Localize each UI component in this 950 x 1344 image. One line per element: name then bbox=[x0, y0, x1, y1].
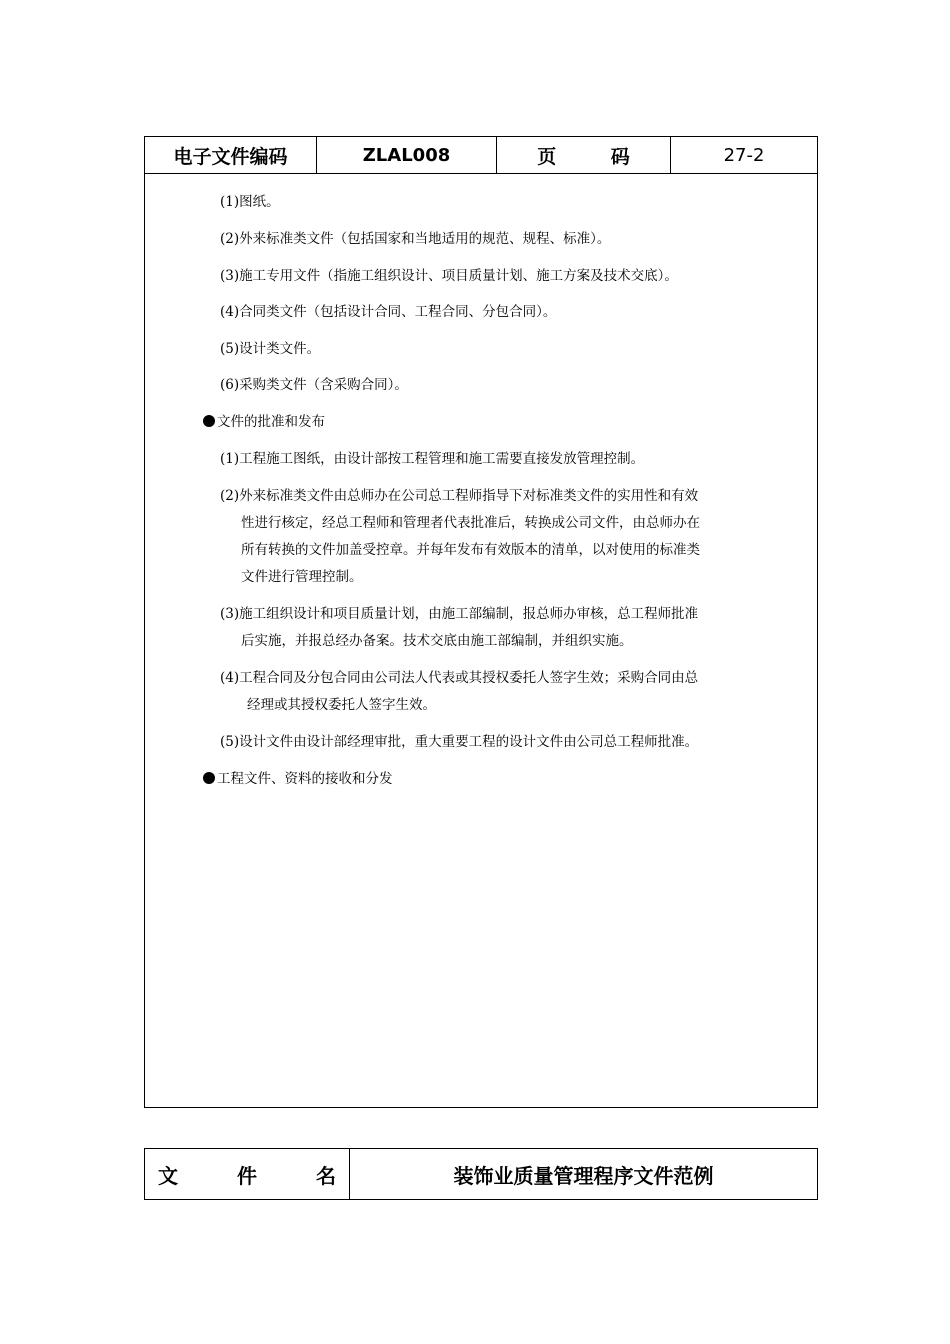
list-item: (5)设计文件由设计部经理审批，重大重要工程的设计文件由公司总工程师批准。 bbox=[220, 734, 699, 750]
list-item: (2)外来标准类文件（包括国家和当地适用的规范、规程、标准）。 bbox=[220, 231, 611, 247]
list-item: (3)施工组织设计和项目质量计划，由施工部编制，报总师办审核，总工程师批准 bbox=[220, 606, 699, 622]
file-name-value: 装饰业质量管理程序文件范例 bbox=[453, 1163, 714, 1188]
list-item: (3)施工专用文件（指施工组织设计、项目质量计划、施工方案及技术交底）。 bbox=[220, 268, 678, 284]
header-row bbox=[145, 137, 817, 174]
section-title: 文件的批准和发布 bbox=[217, 414, 325, 430]
page-number: 27-2 bbox=[723, 144, 765, 166]
bullet-icon bbox=[203, 772, 215, 784]
list-item: (6)采购类文件（含采购合同）。 bbox=[220, 377, 408, 393]
section-heading bbox=[203, 765, 393, 793]
list-item-continuation: 性进行核定，经总工程师和管理者代表批准后，转换成公司文件，由总师办在 bbox=[241, 515, 700, 531]
section-heading bbox=[203, 408, 325, 436]
file-code-label: 电子文件编码 bbox=[145, 137, 317, 173]
list-item-continuation: 文件进行管理控制。 bbox=[241, 569, 363, 585]
file-name-label: 文 件 名 bbox=[145, 1149, 350, 1199]
file-code-value: ZLAL008 bbox=[317, 137, 497, 173]
bullet-icon bbox=[203, 415, 215, 427]
section-title: 工程文件、资料的接收和分发 bbox=[217, 771, 393, 787]
list-item: (1)工程施工图纸，由设计部按工程管理和施工需要直接发放管理控制。 bbox=[220, 451, 645, 467]
page-label: 页 码 bbox=[497, 137, 671, 173]
list-item-continuation: 后实施，并报总经办备案。技术交底由施工部编制，并组织实施。 bbox=[241, 633, 633, 649]
list-item: (5)设计类文件。 bbox=[220, 341, 321, 357]
list-item: (1)图纸。 bbox=[220, 194, 280, 210]
list-item: (4)合同类文件（包括设计合同、工程合同、分包合同）。 bbox=[220, 304, 557, 320]
document-frame bbox=[144, 136, 818, 1108]
list-item-continuation: 所有转换的文件加盖受控章。并每年发布有效版本的清单，以对使用的标准类 bbox=[241, 542, 700, 558]
list-item: (4)工程合同及分包合同由公司法人代表或其授权委托人签字生效；采购合同由总 bbox=[220, 670, 699, 686]
footer-table bbox=[144, 1148, 818, 1200]
list-item: (2)外来标准类文件由总师办在公司总工程师指导下对标准类文件的实用性和有效 bbox=[220, 488, 699, 504]
list-item-continuation: 经理或其授权委托人签字生效。 bbox=[247, 697, 436, 713]
